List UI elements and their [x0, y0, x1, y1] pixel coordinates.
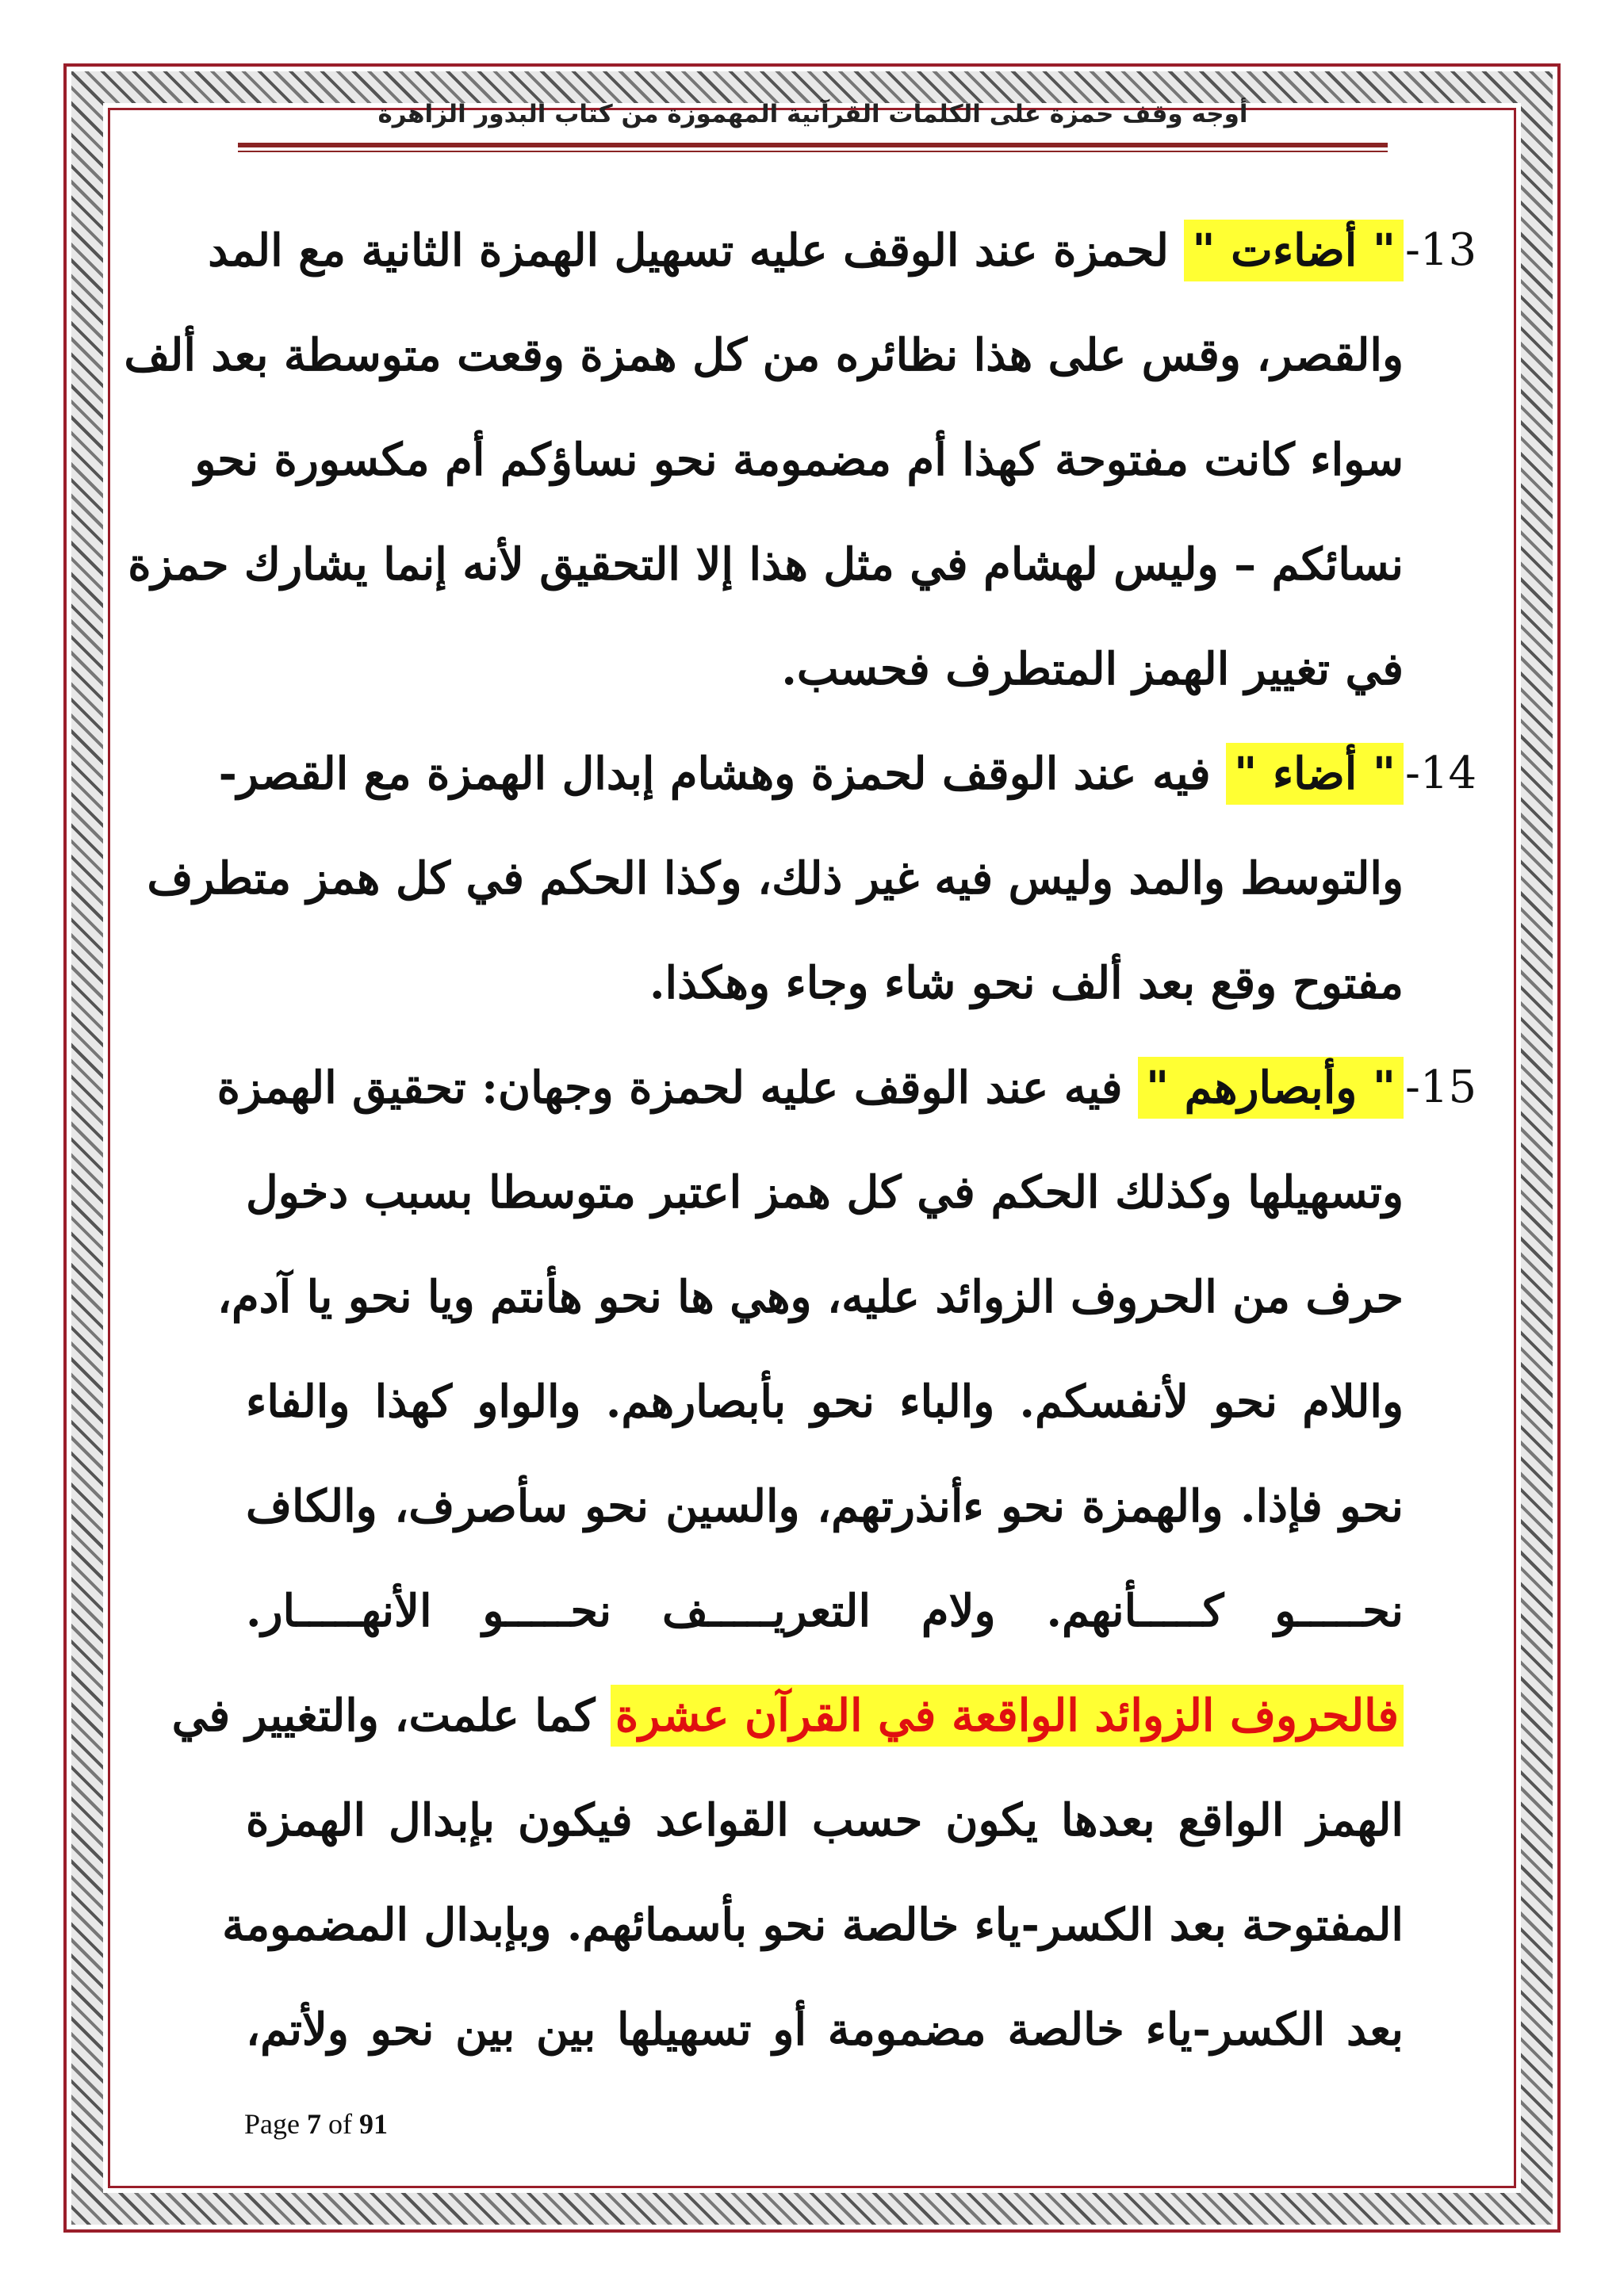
item-number: -15 — [1405, 1062, 1477, 1113]
line-text: لحمزة عند الوقف عليه تسهيل الهمزة الثانية مع المد — [208, 224, 1169, 277]
total-pages: 91 — [358, 2108, 388, 2140]
highlighted-word: " وأبصارهم " — [1138, 1057, 1404, 1119]
line-text: فيه عند الوقف عليه لحمزة وجهان: تحقيق الهمزة — [216, 1062, 1123, 1114]
highlighted-word: " أضاء " — [1226, 743, 1404, 805]
text-line: وتسهيلها وكذلك الحكم في كل همز اعتبر متوسطا بسبب دخول — [246, 1166, 1404, 1219]
text-line: نحو فإذا. والهمزة نحو ءأنذرتهم، والسين نحو سأصرف، والكاف — [246, 1480, 1404, 1533]
text-line: والقصر، وقس على هذا نظائره من كل همزة وقعت متوسطة بعد ألف — [124, 329, 1404, 381]
text-line: نسائكم – وليس لهشام في مثل هذا إلا التحقيق لأنه إنما يشارك حمزة — [128, 538, 1404, 591]
text-line: نحـــــو كـــــأنهم. ولام التعريـــــف نحـــــو الأنهـــــار. — [246, 1585, 1404, 1637]
text-line: واللام نحو لأنفسكم. والباء نحو بأبصارهم. والواو كهذا والفاء — [246, 1376, 1404, 1428]
text-line: سواء كانت مفتوحة كهذا أم مضمومة نحو نساؤكم أم مكسورة نحو — [194, 434, 1404, 486]
text-line: حرف من الحروف الزوائد عليه، وهي ها نحو هأنتم ويا نحو يا آدم، — [216, 1271, 1404, 1323]
item-14-line-1 — [218, 721, 1477, 826]
item-number: -14 — [1405, 748, 1477, 799]
text-line: بعد الكسر-ياء خالصة مضمومة أو تسهيلها بين بين نحو ولأتم، — [246, 2003, 1404, 2056]
line-text: فيه عند الوقف لحمزة وهشام إبدال الهمزة مع القصر- — [218, 748, 1211, 800]
text-line: الهمز الواقع بعدها يكون حسب القواعد فيكون بإبدال الهمزة — [246, 1794, 1404, 1846]
item-13-line-1 — [208, 198, 1477, 303]
text-line: والتوسط والمد وليس فيه غير ذلك، وكذا الحكم في كل همز متطرف — [147, 852, 1404, 905]
text-line: المفتوحة بعد الكسر-ياء خالصة نحو بأسمائهم. وبإبدال المضمومة — [222, 1899, 1404, 1951]
highlighted-sentence-line — [171, 1663, 1404, 1768]
item-number: -13 — [1405, 224, 1477, 276]
highlighted-red-phrase: فالحروف الزوائد الواقعة في القرآن عشرة — [611, 1685, 1404, 1747]
header-rule-thick — [238, 143, 1388, 147]
line-text: كما علمت، والتغيير في — [171, 1689, 596, 1742]
highlighted-word: " أضاءت " — [1184, 220, 1404, 281]
main-content — [124, 198, 1477, 2082]
text-line: في تغيير الهمز المتطرف فحسب. — [781, 643, 1404, 695]
header-rule-thin — [238, 151, 1388, 152]
of-word: of — [327, 2108, 352, 2140]
page-footer — [244, 2107, 388, 2141]
page-header-title: أوجه وقف حمزة على الكلمات القرآنية المهموزة من كتاب البدور الزاهرة — [377, 100, 1248, 128]
text-line: مفتوح وقع بعد ألف نحو شاء وجاء وهكذا. — [649, 957, 1404, 1009]
page-word: Page — [244, 2108, 300, 2140]
page-number: 7 — [306, 2108, 321, 2140]
item-15-line-1 — [216, 1035, 1477, 1140]
